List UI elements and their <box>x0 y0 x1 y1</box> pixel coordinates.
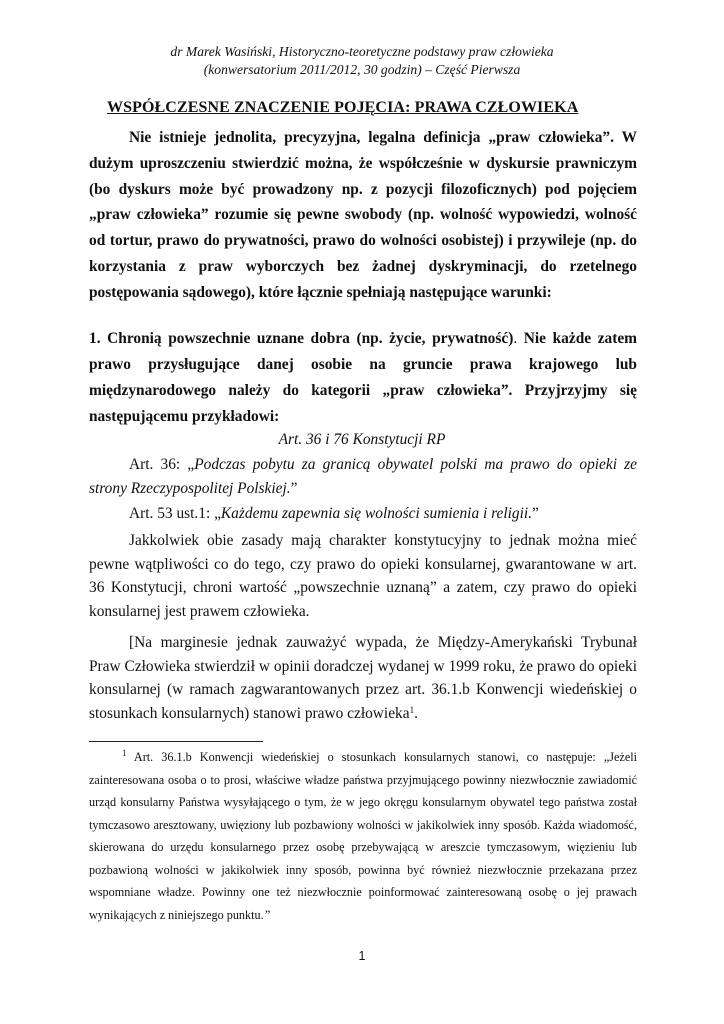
page-number: 1 <box>358 949 366 963</box>
article-36-paragraph <box>89 453 637 500</box>
margin-note-text: [Na marginesie jednak zauważyć wypada, że Między-Amerykański Trybunał Praw Człowieka stwierdził w opinii doradczej wydanej w 1999 roku, że prawo do opieki konsularnej (w ramach zagwarantowanych przez art. 36.1.b Konwencji wiedeńskiej o stosunkach konsularnych) stanowi prawo człowieka <box>89 634 637 722</box>
article-36-label: Art. 36: „ <box>129 456 195 473</box>
margin-note-end: . <box>414 704 418 722</box>
article-53-paragraph <box>89 502 637 526</box>
consular-doubt-paragraph: Jakkolwiek obie zasady mają charakter konstytucyjny to jednak można mieć pewne wątpliwości co do tego, czy prawo do opieki konsularnej, gwarantowane w art. 36 Konstytucji, chroni wartość „powszechnie uznaną” a zatem, czy prawo do opieki konsularnej jest prawem człowieka. <box>89 532 637 620</box>
footnote-1 <box>89 746 637 926</box>
footnote-separator <box>89 741 263 742</box>
point-1-period: . <box>513 330 518 347</box>
section-title: WSPÓŁCZESNE ZNACZENIE POJĘCIA: PRAWA CZŁOWIEKA <box>107 99 579 116</box>
running-header <box>0 43 724 79</box>
footnote-reference[interactable]: 1 <box>409 704 415 715</box>
article-53-close: ” <box>532 505 539 522</box>
header-author-title: dr Marek Wasiński, Historyczno-teoretyczne podstawy praw człowieka <box>170 44 554 59</box>
article-36-quote: Podczas pobytu za granicą obywatel polski ma prawo do opieki ze strony Rzeczypospolitej Polskiej. <box>89 456 637 497</box>
article-53-label: Art. 53 ust.1: „ <box>129 505 221 522</box>
point-1-paragraph <box>89 326 637 430</box>
header-course-info: (konwersatorium 2011/2012, 30 godzin) – Część Pierwsza <box>203 62 521 77</box>
articles-heading: Art. 36 i 76 Konstytucji RP <box>278 431 446 448</box>
footnote-marker: 1 <box>122 748 127 758</box>
footnote-close-quote: ” <box>263 907 271 922</box>
point-1-text: Nie każde zatem prawo przysługujące danej osobie na gruncie prawa krajowego lub międzynarodowego należy do kategorii „praw człowieka”. Przyjrzyjmy się następującemu przykładowi: <box>89 330 638 425</box>
point-1-heading: 1. Chronią powszechnie uznane dobra (np. życie, prywatność) <box>89 330 514 347</box>
margin-note-paragraph <box>89 631 637 725</box>
footnote-text: Art. 36.1.b Konwencji wiedeńskiej o stosunkach konsularnych stanowi, co następuje: „Jeżeli zainteresowana osoba o to prosi, właściwe władze państwa przyjmującego powinny niezwłocznie zawiadomić urząd konsularny Państwa wysyłającego o tym, że w jego okręgu konsularnym obywatel tego państwa został tymczasowo aresztowany, uwięziony lub pozbawiony wolności w jakikolwiek inny sposób. Każda wiadomość, skierowana do urzędu konsularnego przez osobę przebywającą w areszcie tymczasowym, więzieniu lub pozbawioną wolności w jakikolwiek inny sposób, powinna być również niezwłocznie przekazana przez wspomniane władze. Powinny one też niezwłocznie poinformować zainteresowaną osobę o jej prawach wynikających z niniejszego punktu. <box>89 750 637 922</box>
article-53-quote: Każdemu zapewnia się wolności sumienia i religii. <box>220 505 533 522</box>
article-36-close: ” <box>290 479 298 497</box>
intro-paragraph: Nie istnieje jednolita, precyzyjna, legalna definicja „praw człowieka”. W dużym uproszczeniu stwierdzić można, że współcześnie w dyskursie prawniczym (bo dyskurs może być prowadzony np. z pozycji filozoficznych) pod pojęciem „praw człowieka” rozumie się pewne swobody (np. wolność wypowiedzi, wolność od tortur, prawo do prywatności, prawo do wolności osobistej) i przywileje (np. do korzystania z praw wyborczych bez żadnej dyskryminacji, do rzetelnego postępowania sądowego), które łącznie spełniają następujące warunki: <box>89 129 637 301</box>
